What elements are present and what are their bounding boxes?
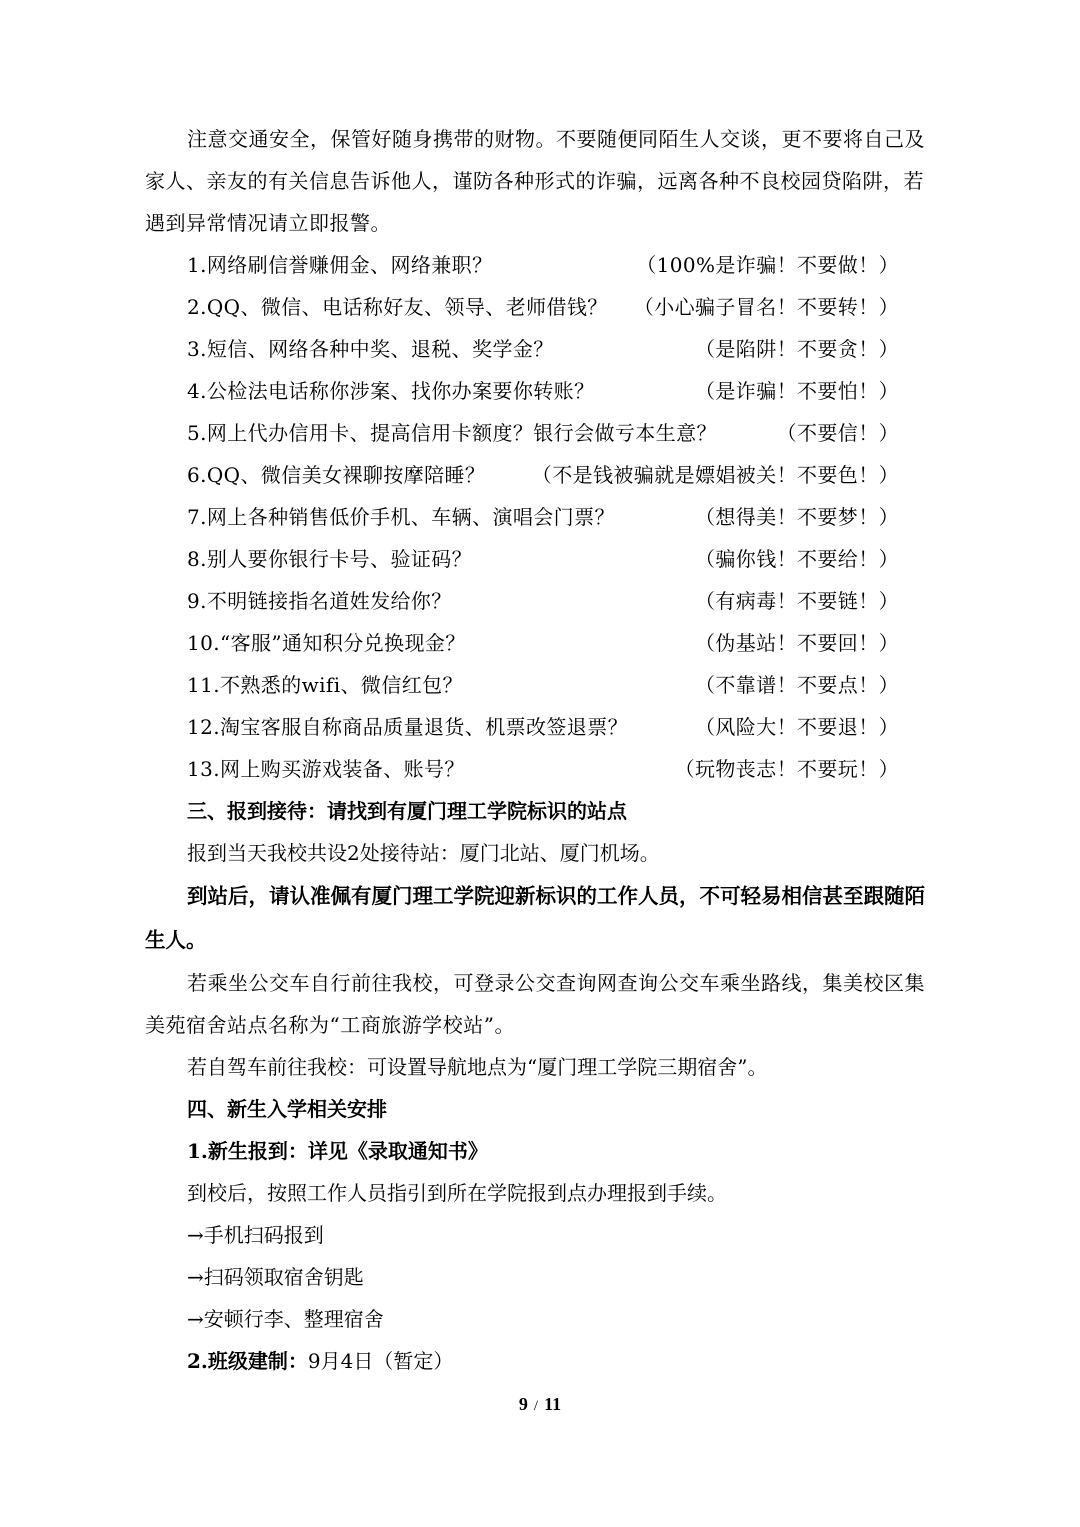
- fraud-question: 1.网络刷信誉赚佣金、网络兼职？: [187, 253, 493, 277]
- fraud-answer: （骗你钱！不要给！）: [695, 547, 899, 571]
- fraud-answer: （不是钱被骗就是嫖娼被关！不要色！）: [531, 463, 899, 487]
- page-separator: /: [533, 1398, 539, 1414]
- list-item: [145, 706, 935, 748]
- fraud-answer: （是诈骗！不要怕！）: [695, 379, 899, 403]
- registration-subheading: [145, 1130, 935, 1172]
- list-item: [145, 580, 935, 622]
- fraud-question: 5.网上代办信用卡、提高信用卡额度？银行会做亏本生意？: [187, 421, 717, 445]
- class-formation-label: 2.班级建制：: [187, 1349, 308, 1373]
- list-item: [145, 328, 935, 370]
- fraud-answer: （是陷阱！不要贪！）: [695, 337, 899, 361]
- self-drive-text: 若自驾车前往我校：可设置导航地点为“厦门理工学院三期宿舍”。: [187, 1055, 768, 1079]
- list-item: [145, 538, 935, 580]
- list-item: [145, 412, 935, 454]
- list-item: [145, 496, 935, 538]
- fraud-answer: （玩物丧志！不要玩！）: [674, 757, 899, 781]
- class-formation-date: 9月4日（暂定）: [307, 1349, 454, 1373]
- list-item: [145, 370, 935, 412]
- fraud-question: 12.淘宝客服自称商品质量退货、机票改签退票？: [187, 715, 629, 739]
- list-item: [145, 748, 935, 790]
- step-item: →手机扫码报到: [187, 1223, 324, 1247]
- list-item: [145, 664, 935, 706]
- section-4-heading: 四、新生入学相关安排: [187, 1097, 387, 1121]
- list-item: [145, 622, 935, 664]
- bus-route-text: 若乘坐公交车自行前往我校，可登录公交查询网查询公交车乘坐路线，集美校区集美苑宿舍站点名称为“工商旅游学校站”。: [145, 971, 925, 1037]
- fraud-question: 11.不熟悉的wifi、微信红包？: [187, 673, 463, 697]
- fraud-answer: （风险大！不要退！）: [695, 715, 899, 739]
- fraud-question: 9.不明链接指名道姓发给你？: [187, 589, 452, 613]
- fraud-question: 3.短信、网络各种中奖、退税、奖学金？: [187, 337, 554, 361]
- fraud-question: 4.公检法电话称你涉案、找你办案要你转账？: [187, 379, 595, 403]
- section-3-heading: 三、报到接待：请找到有厦门理工学院标识的站点: [187, 799, 627, 823]
- fraud-question: 13.网上购买游戏装备、账号？: [187, 757, 465, 781]
- fraud-answer: （小心骗子冒名！不要转！）: [633, 295, 899, 319]
- fraud-answer: （伪基站！不要回！）: [695, 631, 899, 655]
- fraud-answer: （有病毒！不要链！）: [695, 589, 899, 613]
- current-page: 9: [518, 1394, 528, 1414]
- list-item: [145, 454, 935, 496]
- fraud-answer: （不要信！）: [776, 421, 899, 445]
- fraud-question: 6.QQ、微信美女裸聊按摩陪睡？: [187, 463, 486, 487]
- list-item: [145, 286, 935, 328]
- class-formation-subheading: [145, 1340, 935, 1382]
- reception-warning: 到站后，请认准佩有厦门理工学院迎新标识的工作人员，不可轻易相信甚至跟随陌生人。: [145, 884, 925, 952]
- fraud-question: 7.网上各种销售低价手机、车辆、演唱会门票？: [187, 505, 615, 529]
- page-number: [0, 1394, 1080, 1415]
- fraud-answer: （100%是诈骗！不要做！）: [636, 253, 899, 277]
- fraud-answer: （想得美！不要梦！）: [695, 505, 899, 529]
- document-page: [145, 118, 935, 1382]
- registration-label: 1.新生报到：: [187, 1139, 308, 1163]
- reception-stations-text: 报到当天我校共设2处接待站：厦门北站、厦门机场。: [187, 841, 660, 865]
- fraud-answer: （不靠谱！不要点！）: [695, 673, 899, 697]
- fraud-question: 10.“客服”通知积分兑换现金？: [187, 631, 466, 655]
- step-item: →扫码领取宿舍钥匙: [187, 1265, 364, 1289]
- fraud-question: 8.别人要你银行卡号、验证码？: [187, 547, 473, 571]
- registration-reference: 详见《录取通知书》: [307, 1139, 488, 1163]
- fraud-list: [145, 244, 935, 790]
- fraud-question: 2.QQ、微信、电话称好友、领导、老师借钱？: [187, 295, 608, 319]
- intro-paragraph: 注意交通安全，保管好随身携带的财物。不要随便同陌生人交谈，更不要将自己及家人、亲友的有关信息告诉他人，谨防各种形式的诈骗，远离各种不良校园贷陷阱，若遇到异常情况请立即报警。: [145, 127, 925, 235]
- step-item: →安顿行李、整理宿舍: [187, 1307, 384, 1331]
- registration-description: 到校后，按照工作人员指引到所在学院报到点办理报到手续。: [187, 1181, 727, 1205]
- list-item: [145, 244, 935, 286]
- total-pages: 11: [544, 1394, 562, 1414]
